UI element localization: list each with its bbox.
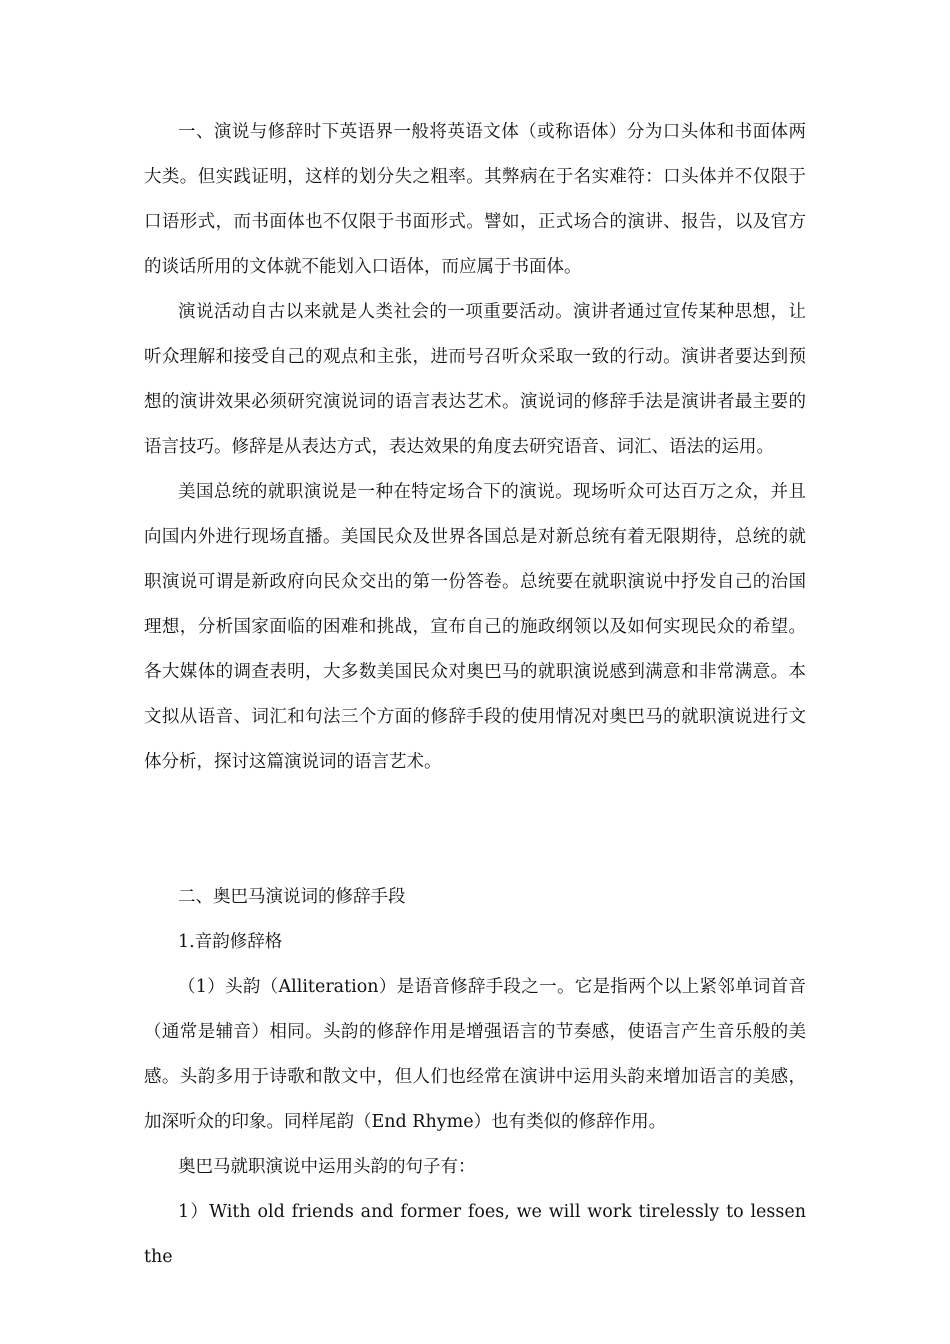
paragraph-speech-and-rhetoric: 一、演说与修辞时下英语界一般将英语文体（或称语体）分为口头体和书面体两大类。但实践证明，这样的划分失之粗率。其弊病在于名实难符：口头体并不仅限于口语形式，而书面体也不仅限于书面形式。譬如，正式场合的演讲、报告，以及官方的谈话所用的文体就不能划入口语体，而应属于书面体。 — [144, 122, 806, 277]
paragraph-speech-activity: 演说活动自古以来就是人类社会的一项重要活动。演讲者通过宣传某种思想，让听众理解和接受自己的观点和主张，进而号召听众采取一致的行动。演讲者要达到预想的演讲效果必须研究演说词的语言表达艺术。演说词的修辞手法是演讲者最主要的语言技巧。修辞是从表达方式，表达效果的角度去研究语音、词汇、语法的运用。 — [144, 302, 806, 457]
paragraph-example-1: 1）With old friends and former foes, we will work tirelessly to lessen the — [144, 1202, 806, 1267]
paragraph-inaugural-address: 美国总统的就职演说是一种在特定场合下的演说。现场听众可达百万之众，并且向国内外进行现场直播。美国民众及世界各国总是对新总统有着无限期待，总统的就职演说可谓是新政府向民众交出的第一份答卷。总统要在就职演说中抒发自己的治国理想，分析国家面临的困难和挑战，宣布自己的施政纲领以及如何实现民众的希望。各大媒体的调查表明，大多数美国民众对奥巴马的就职演说感到满意和非常满意。本文拟从语音、词汇和句法三个方面的修辞手段的使用情况对奥巴马的就职演说进行文体分析，探讨这篇演说词的语言艺术。 — [144, 482, 806, 772]
section-1-body — [144, 110, 806, 785]
paragraph-alliteration: （1）头韵（Alliteration）是语音修辞手段之一。它是指两个以上紧邻单词首音（通常是辅音）相同。头韵的修辞作用是增强语言的节奏感，使语言产生音乐般的美感。头韵多用于诗歌和散文中，但人们也经常在演讲中运用头韵来增加语言的美感，加深听众的印象。同样尾韵（End Rhyme）也有类似的修辞作用。 — [144, 977, 806, 1132]
section-2-body — [144, 875, 806, 1280]
paragraph-examples-intro: 奥巴马就职演说中运用头韵的句子有： — [178, 1157, 476, 1177]
section-heading: 二、奥巴马演说词的修辞手段 — [178, 887, 406, 907]
subsection-heading: 1.音韵修辞格 — [178, 932, 283, 952]
